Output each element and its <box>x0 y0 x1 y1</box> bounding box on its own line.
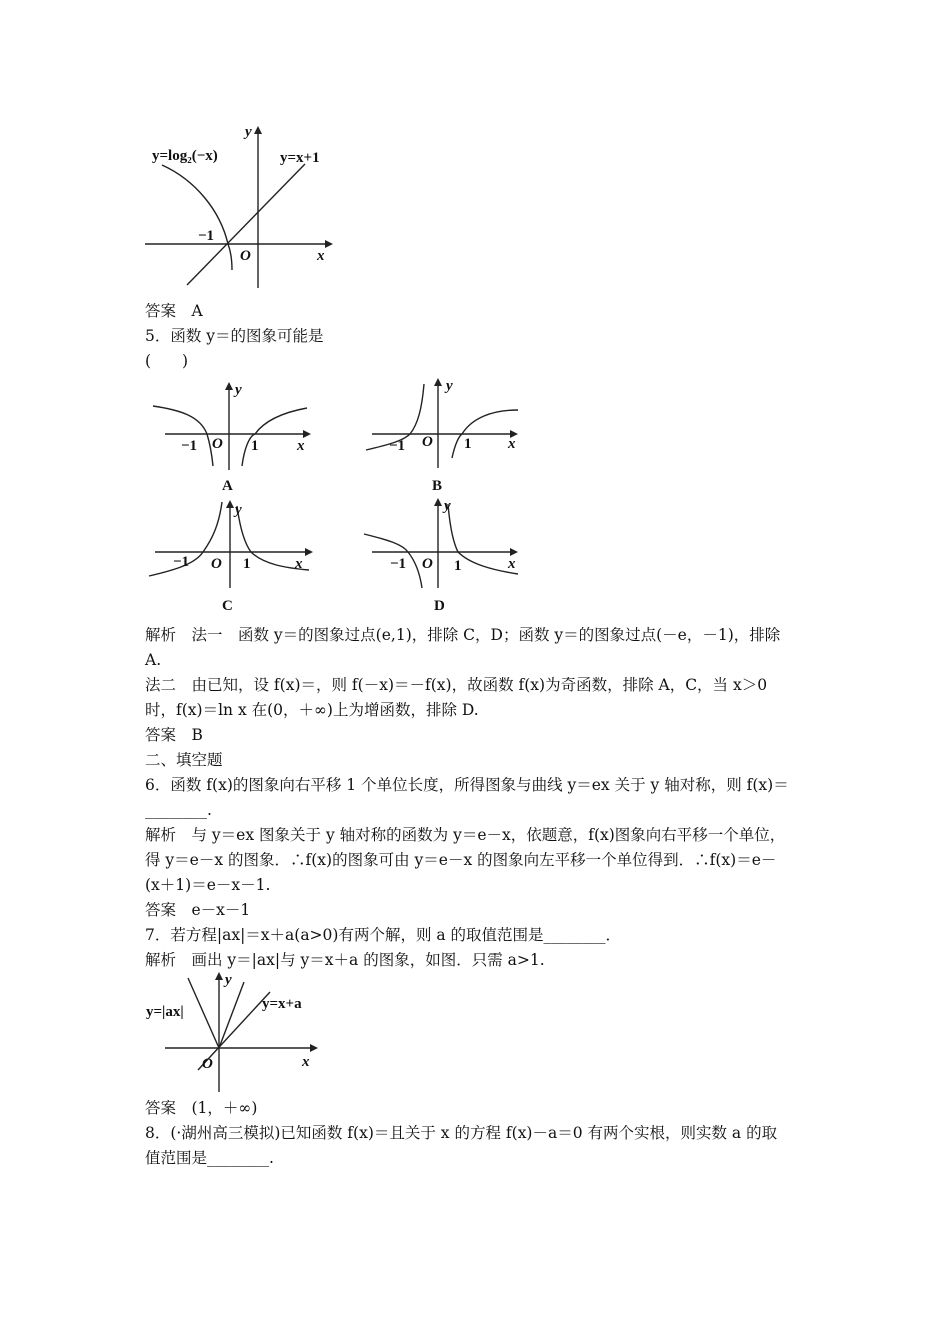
svg-text:O: O <box>422 434 433 450</box>
label-log: y=log₂(−x) <box>152 148 218 164</box>
line-x-plus-1 <box>187 164 305 285</box>
svg-text:x: x <box>297 438 305 454</box>
label-y: y <box>245 124 252 140</box>
option-a-graph <box>145 378 315 478</box>
svg-text:y: y <box>235 382 242 398</box>
answer-q7: 答案 (1，＋∞) <box>145 1099 258 1117</box>
q5-paren: ( ) <box>145 352 189 370</box>
q6-sol3: (x＋1)＝e－x－1. <box>145 876 271 894</box>
svg-text:−1: −1 <box>389 438 406 454</box>
answer-q4: 答案 A <box>145 302 203 320</box>
q8-line2: 值范围是________. <box>145 1149 274 1167</box>
option-b-graph <box>362 378 532 478</box>
q7-sol: 解析 画出 y＝|ax|与 y＝x＋a 的图象，如图．只需 a>1. <box>145 951 545 969</box>
label-line: y=x+1 <box>280 150 320 166</box>
figure-q4-graph <box>140 120 340 290</box>
svg-text:y: y <box>235 502 242 518</box>
q6-line2: ________. <box>145 801 212 819</box>
svg-text:x: x <box>302 1054 310 1070</box>
option-c-graph <box>145 498 315 598</box>
svg-text:x: x <box>295 556 303 572</box>
y-axis-arrow <box>254 126 262 134</box>
option-b-caption: B <box>432 478 443 494</box>
svg-text:x: x <box>508 556 516 572</box>
svg-text:y: y <box>444 498 451 514</box>
svg-text:1: 1 <box>243 556 251 572</box>
log-curve <box>162 165 232 270</box>
sol5-line4: 时，f(x)＝ln x 在(0，＋∞)上为增函数，排除 D. <box>145 701 479 719</box>
svg-text:−1: −1 <box>390 556 407 572</box>
curve-left <box>153 406 213 466</box>
svg-text:1: 1 <box>464 436 472 452</box>
figure-q7-graph <box>140 970 330 1095</box>
svg-text:O: O <box>202 1056 213 1072</box>
svg-text:x: x <box>508 436 516 452</box>
option-d-caption: D <box>434 598 445 614</box>
svg-text:O: O <box>422 556 433 572</box>
q7-stem: 7．若方程|ax|＝x＋a(a>0)有两个解，则 a 的取值范围是________． <box>145 926 622 944</box>
q6-sol1: 解析 与 y＝ex 图象关于 y 轴对称的函数为 y＝e－x，依题意，f(x)图象向右平移一个单位， <box>145 826 786 844</box>
x-axis-arrow <box>325 240 333 248</box>
svg-text:1: 1 <box>251 438 259 454</box>
q8-line1: 8．(·湖州高三模拟)已知函数 f(x)＝且关于 x 的方程 f(x)－a＝0 有两个实根，则实数 a 的取 <box>145 1124 778 1142</box>
label-origin: O <box>240 248 251 264</box>
option-a-caption: A <box>222 478 233 494</box>
svg-text:y: y <box>446 378 453 394</box>
svg-text:y: y <box>225 972 232 988</box>
label-minus1: −1 <box>198 228 215 244</box>
option-c-caption: C <box>222 598 233 614</box>
q6-line1: 6．函数 f(x)的图象向右平移 1 个单位长度，所得图象与曲线 y＝ex 关于 y 轴对称，则 f(x)＝ <box>145 776 789 794</box>
svg-text:O: O <box>212 436 223 452</box>
answer-q6: 答案 e－x－1 <box>145 901 251 919</box>
label-x: x <box>317 248 325 264</box>
q6-sol2: 得 y＝e－x 的图象．∴f(x)的图象可由 y＝e－x 的图象向左平移一个单位得到．∴f(x)＝e－ <box>145 851 777 869</box>
svg-text:y=x+a: y=x+a <box>262 996 302 1012</box>
sol5-line1: 解析 法一 函数 y＝的图象过点(e,1)，排除 C，D；函数 y＝的图象过点(－e，－1)，排除 <box>145 626 781 644</box>
answer-q5: 答案 B <box>145 726 203 744</box>
svg-text:−1: −1 <box>173 554 190 570</box>
q5-stem: 5．函数 y＝的图象可能是 <box>145 327 324 345</box>
option-d-graph <box>362 498 532 598</box>
svg-text:O: O <box>211 556 222 572</box>
curve-right <box>242 408 307 466</box>
section-heading: 二、填空题 <box>145 751 223 769</box>
svg-text:1: 1 <box>454 558 462 574</box>
sol5-line2: A. <box>145 651 162 669</box>
sol5-line3: 法二 由已知，设 f(x)＝，则 f(－x)＝－f(x)，故函数 f(x)为奇函数，排除 A，C，当 x＞0 <box>145 676 768 694</box>
svg-text:−1: −1 <box>181 438 198 454</box>
svg-text:y=|ax|: y=|ax| <box>146 1004 184 1020</box>
abs-left <box>188 978 219 1048</box>
abs-right <box>219 982 244 1048</box>
